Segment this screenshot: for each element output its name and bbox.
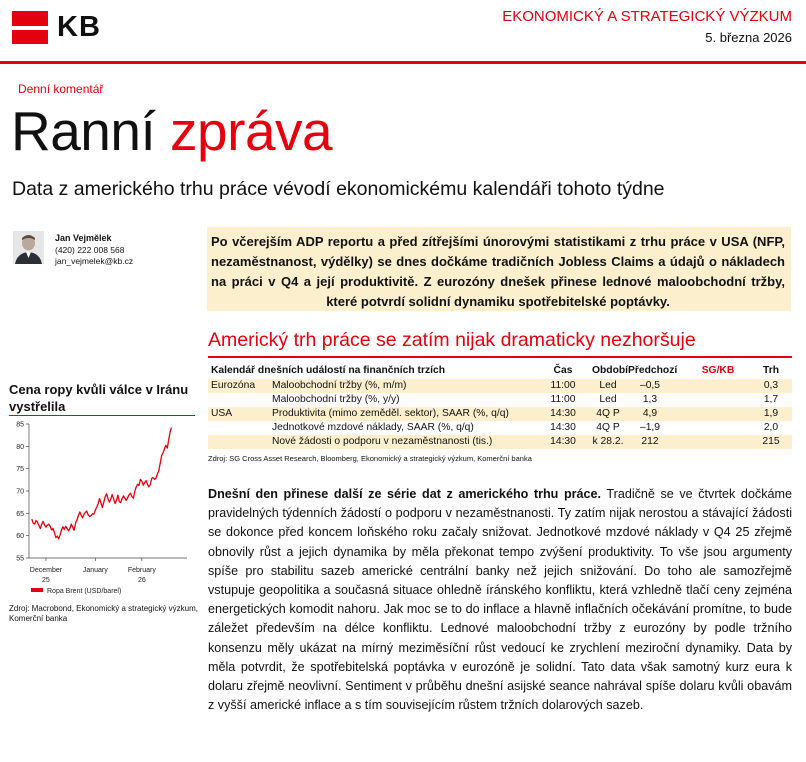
row-region: Eurozóna (211, 380, 256, 391)
table-row (208, 393, 792, 407)
row-market: 1,9 (763, 408, 779, 419)
calendar-header-time: Čas (553, 365, 573, 376)
series-line-brent (32, 428, 172, 539)
y-tick-label: 55 (16, 555, 24, 563)
section-heading: Americký trh práce se zatím nijak dramaticky nezhoršuje (208, 329, 696, 351)
author-name: Jan Vejmělek (55, 233, 112, 243)
y-tick-label: 75 (16, 466, 24, 474)
row-market: 2,0 (763, 422, 779, 433)
chart-title: Cena ropy kvůli válce v Iránu vystřelila (9, 382, 189, 414)
row-period: Led (599, 394, 617, 405)
y-tick-label: 60 (16, 533, 24, 541)
row-event: Jednotkové mzdové náklady, SAAR (%, q/q) (272, 422, 474, 433)
table-row (208, 421, 792, 435)
row-market: 215 (762, 436, 780, 447)
row-prev: 1,3 (642, 394, 658, 405)
row-event: Maloobchodní tržby (%, y/y) (272, 394, 400, 405)
row-period: Led (599, 380, 617, 391)
author-photo-image (13, 231, 44, 264)
x-tick-sublabel: 26 (137, 577, 146, 584)
body-text: Tradičně se ve čtvrtek dočkáme pravidelných týdenních žádostí o podporu v nezaměstnanosti. Ty zatím nijak nerostou a stávající žádosti se dokonce před koncem loňského roku začaly snižovat. Jednotkové mzdové náklady v Q4 25 zřejmě obnovily růst a jejich dynamika by měla překonat tempo zvýšení produktivity. To vše jsou argumenty spíše pro stabilitu sazeb americké centrální banky než jejich snižování. Do toho ale samozřejmě vstupuje geopolitika a současná situace ohledně íránského konfliktu, která vzhledně tlačí ceny zejména energetických komodit nahoru. Jak moc se to do inflace a hlavně inflačních očekávání promítne, to bude záležet především na délce konfliktu. Lednové maloobchodní tržby z eurozóny by podle tržního konsenzu měly ukázat na mírný meziměsíční růst vedoucí ke zrychlení meziroční dynamiky. Data by měla potvrdit, že spotřebitelská poptávka v eurozóně je solidní. Tato data však samotný kurz eura k dolaru zřejmě neovlivní. Sentiment v průběhu dnešní asijské seance nahrával spíše dolaru kvůli obavám z vyšší americké inflace a s tím souvisejícím růstem tržních dolarových sazeb. (208, 487, 792, 713)
row-period: k 28.2. (592, 436, 624, 447)
legend-label: Ropa Brent (USD/barel) (47, 588, 122, 595)
body-paragraph (208, 485, 792, 715)
calendar-header-row (208, 363, 792, 379)
calendar-header-period: Období (592, 365, 629, 376)
row-region: USA (211, 408, 233, 419)
page-title (11, 100, 332, 162)
row-time: 11:00 (550, 394, 576, 405)
y-tick-label: 80 (16, 443, 24, 451)
table-row (208, 435, 792, 449)
calendar-header-sg: SG/KB (701, 365, 735, 376)
x-tick-label: December (29, 567, 63, 574)
author-phone: (420) 222 008 568 (55, 245, 125, 255)
y-tick-label: 70 (16, 488, 24, 496)
calendar-header-event: Kalendář dnešních událostí na finančních trzích (211, 365, 446, 376)
x-tick-sublabel: 25 (42, 577, 50, 584)
department-label: EKONOMICKÝ A STRATEGICKÝ VÝZKUM (502, 8, 792, 25)
kb-logo-text: KB (57, 11, 101, 43)
page-subtitle: Data z amerického trhu práce vévodí ekonomickému kalendáři tohoto týdne (12, 178, 665, 200)
chart-source: Zdroj: Macrobond, Ekonomický a strategický výzkum, Komerční banka (9, 604, 198, 623)
legend-swatch (31, 588, 43, 592)
y-tick-label: 85 (16, 421, 24, 429)
row-time: 11:00 (550, 380, 576, 391)
y-tick-label: 65 (16, 510, 24, 518)
table-row (208, 379, 792, 393)
row-event: Nové žádosti o podporu v nezaměstnanosti (tis.) (272, 436, 493, 447)
chart-title-divider (9, 415, 195, 416)
row-market: 1,7 (763, 394, 779, 405)
row-period: 4Q P (596, 422, 620, 433)
title-part-1: Ranní (11, 100, 156, 162)
header-divider (0, 61, 806, 64)
row-time: 14:30 (550, 436, 576, 447)
table-row (208, 407, 792, 421)
section-divider (208, 356, 792, 358)
row-event: Maloobchodní tržby (%, m/m) (272, 380, 407, 391)
row-time: 14:30 (550, 422, 576, 433)
calendar-header-prev: Předchozí (628, 365, 678, 376)
report-kind: Denní komentář (18, 82, 104, 96)
author-email[interactable]: jan_vejmelek@kb.cz (55, 256, 134, 266)
author-photo (13, 231, 44, 264)
row-prev: 212 (641, 436, 659, 447)
row-market: 0,3 (763, 380, 779, 391)
row-period: 4Q P (596, 408, 620, 419)
row-prev: –0,5 (639, 380, 661, 391)
calendar-header-market: Trh (762, 365, 780, 376)
row-prev: –1,9 (639, 422, 661, 433)
row-time: 14:30 (550, 408, 576, 419)
body-lead: Dnešní den přinese další ze série dat z amerického trhu práce. (208, 487, 602, 501)
kb-logo-mark (12, 11, 48, 44)
summary-box: Po včerejším ADP reportu a před zítřejšími únorovými statistikami z trhu práce v USA (NFP, nezaměstnanost, výdělky) se dnes dočkáme tradičních Jobless Claims a údajů o nákladech na práci v Q4 a její produktivitě. Z eurozóny dnešek přinese lednové maloobchodní tržby, které potvrdí solidní dynamiku spotřebitelské poptávky. (207, 227, 791, 311)
calendar-source: Zdroj: SG Cross Asset Research, Bloomberg, Ekonomický a strategický výzkum, Komerční banka (208, 454, 532, 463)
report-date: 5. března 2026 (705, 30, 792, 45)
row-prev: 4,9 (642, 408, 658, 419)
x-tick-label: February (127, 567, 156, 574)
title-part-2: zpráva (170, 100, 333, 162)
oil-price-chart (9, 418, 199, 602)
logo-white-bar (12, 26, 48, 30)
x-tick-label: January (82, 567, 108, 574)
row-event: Produktivita (mimo zeměděl. sektor), SAAR (%, q/q) (272, 408, 509, 419)
